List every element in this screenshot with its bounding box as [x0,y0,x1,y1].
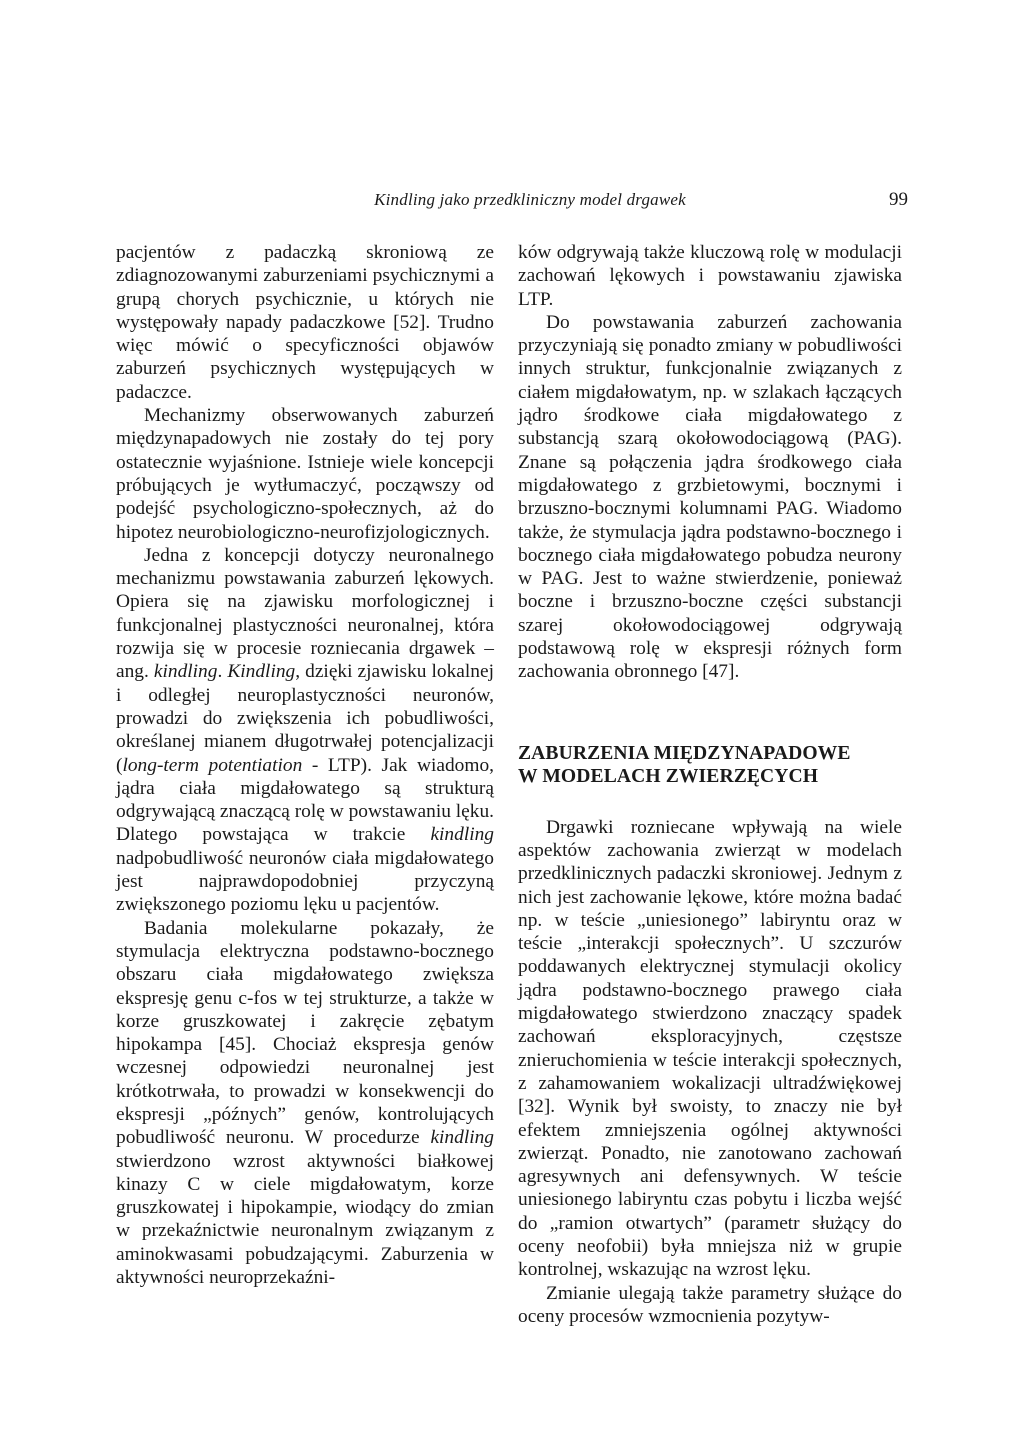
section-heading-line-2: W MODELACH ZWIERZĘCYCH [518,765,819,787]
left-column [116,241,494,1289]
term-ltp: long-term potentiation [122,754,303,776]
running-head-title: Kindling jako przedkliniczny model drgawek [374,190,686,209]
text-run: - LTP). Jak wiadomo, jądra ciała migdałowatego są strukturą odgrywającą znaczącą rolę w powstawaniu lęku. Dlatego powstająca w trakcie [116,754,494,846]
right-paragraph-2: Do powstawania zaburzeń zachowania przyczyniają się ponadto zmiany w pobudliwości innych struktur, funkcjonalnie związanych z ciałem migdałowatym, np. w szlakach łączących jądro środkowe ciała migdałowatego z substancją szarą okołowodociągową (PAG). Znane są połączenia jądra środkowego ciała migdałowatego z grzbietowymi, bocznymi i brzuszno-bocznymi kolumnami PAG. Wiadomo także, że stymulacja jądra podstawno-bocznego i bocznego ciała migdałowatego pobudza neurony w PAG. Jest to ważne stwierdzenie, ponieważ boczne i brzuszno-boczne części substancji szarej okołowodociągowej odgrywają podstawową rolę w ekspresji różnych form zachowania obronnego [47]. [518,311,902,683]
page-number: 99 [889,189,908,210]
section-heading-line-1: ZABURZENIA MIĘDZYNAPADOWE [518,742,851,764]
right-paragraph-4: Zmianie ulegają także parametry służące do oceny procesów wzmocnienia pozytyw- [518,1282,902,1327]
text-run: , dzięki zjawisku lokalnej i odległej neuroplastyczności neuronów, prowadzi do zwiększenia ich pobudliwości, określanej mianem długotrwałej potencjalizacji ( [116,661,494,776]
right-paragraph-3: Drgawki rozniecane wpływają na wiele aspektów zachowania zwierząt w modelach przedklinicznych padaczki skroniowej. Jednym z nich jest zachowanie lękowe, które można badać np. w teście „uniesionego” labiryntu oraz w teście „interakcji społecznych”. U szczurów poddawanych elektrycznej stymulacji okolicy jądra podstawno-bocznego prawego ciała migdałowatego stwierdzono znaczący spadek zachowań eksploracyjnych, częstsze znieruchomienia w teście interakcji społecznych, z zahamowaniem wokalizacji ultradźwiękowej [32]. Wynik był swoisty, to znaczy nie był efektem zmniejszenia ogólnej aktywności zwierząt. Ponadto, nie zanotowano zachowań agresywnych ani defensywnych. W teście uniesionego labiryntu czas pobytu i liczba wejść do „ramion otwartych” (parametr służący do oceny neofobii) była mniejsza niż w grupie kontrolnej, wskazując na wzrost lęku. [518,816,902,1281]
text-run: . [217,661,228,683]
text-run: stwierdzono wzrost aktywności białkowej kinazy C w ciele migdałowatym, korze gruszkowatej i hipokampie, wiodący do zmian w przekaźnictwie neuronalnym związanym z aminokwasami pobudzającymi. Zaburzenia w aktywności neuroprzekaźni- [116,1150,494,1289]
term-kindling: kindling [153,661,218,683]
right-paragraph-1: ków odgrywają także kluczową rolę w modulacji zachowań lękowych i powstawaniu zjawiska LTP. [518,242,902,310]
text-run: nadpobudliwość neuronów ciała migdałowatego jest najprawdopodobniej przyczyną zwiększonego poziomu lęku u pacjentów. [116,847,494,916]
left-paragraph-4 [116,917,494,1290]
term-kindling: kindling [430,1127,494,1149]
right-column [518,241,902,1328]
section-heading [518,742,902,788]
left-paragraph-2: Mechanizmy obserwowanych zaburzeń międzynapadowych nie zostały do tej pory ostatecznie wyjaśnione. Istnieje wiele koncepcji próbujących je wytłumaczyć, począwszy od podejść psychologiczno-społecznych, aż do hipotez neurobiologiczno-neurofizjologicznych. [116,405,494,543]
term-kindling: kindling [430,824,494,846]
left-paragraph-3 [116,544,494,917]
text-run: Jedna z koncepcji dotyczy neuronalnego mechanizmu powstawania zaburzeń lękowych. Opiera się na zjawisku morfologicznej i funkcjonalnej plastyczności neuronalnej, która rozwija się w procesie rozniecania drgawek – ang. [116,544,494,683]
text-run: Badania molekularne pokazały, że stymulacja elektryczna podstawno-bocznego obszaru ciała migdałowatego zwiększa ekspresję genu c-fos w tej strukturze, a także w korze gruszkowatej i zakręcie zębatym hipokampa [45]. Chociaż ekspresja genów wczesnej odpowiedzi neuronalnej jest krótkotrwała, to prowadzi w konsekwencji do ekspresji „późnych” genów, kontrolujących pobudliwość neuronu. W procedurze [116,917,494,1149]
left-paragraph-1: pacjentów z padaczką skroniową ze zdiagnozowanymi zaburzeniami psychicznymi a grupą chorych psychicznie, u których nie występowały napady padaczkowe [52]. Trudno więc mówić o specyficzności objawów zaburzeń psychicznych występujących w padaczce. [116,242,494,403]
term-kindling: Kindling [227,661,296,683]
